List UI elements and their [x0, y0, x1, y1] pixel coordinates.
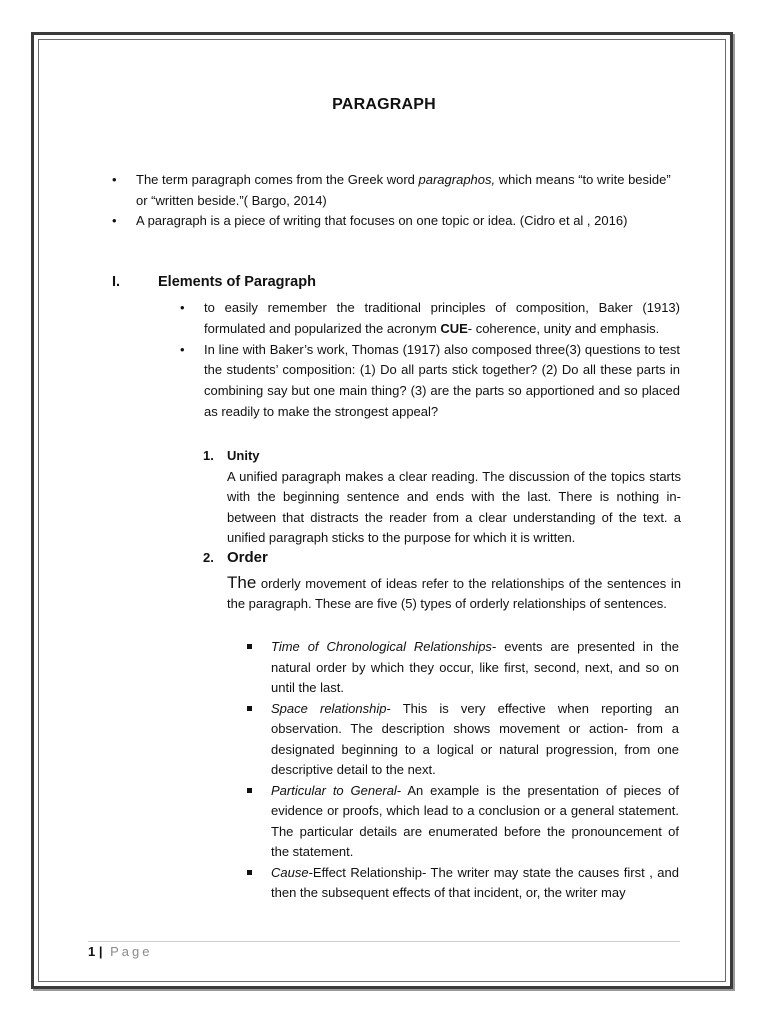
footer-separator: | [98, 944, 103, 959]
intro-bullet-italic: paragraphos, [418, 172, 496, 187]
footer-divider [88, 941, 680, 942]
subsection-body: A unified paragraph makes a clear reading. The discussion of the topics starts with the beginning sentence and ends with the last. There is nothing in-between that distracts the reader from a clear understanding of the text. a unified paragraph sticks to the purpose for which it is written. [227, 468, 681, 545]
page-title: PARAGRAPH [332, 96, 436, 113]
order-type-description: - An example is the presentation of pieces of evidence or proofs, which lead to a conclusion or a general statement. The particular details are enumerated before the pronouncement of the statement. [271, 782, 679, 859]
subsection-body-text: orderly movement of ideas refer to the relationships of the sentences in the paragraph. These are five (5) types of orderly relationships of sentences. [227, 575, 681, 611]
subsection-heading [203, 446, 681, 467]
bullet-icon: • [112, 213, 117, 228]
list-item [247, 863, 679, 904]
subsection-heading [203, 548, 681, 569]
list-item [180, 340, 680, 423]
order-type-name: Particular to General [271, 782, 397, 798]
section-number: I. [112, 274, 121, 290]
bullet-icon: • [180, 300, 185, 315]
square-bullet-icon [247, 788, 252, 793]
list-item [247, 699, 679, 781]
section-title: Elements of Paragraph [158, 274, 316, 290]
subsection-lead-word: The [227, 572, 257, 592]
order-type-name: Cause [271, 864, 309, 880]
list-item [112, 170, 672, 211]
page-label: Page [110, 944, 153, 959]
bullet-icon: • [180, 341, 185, 357]
section-bullet-list [180, 298, 680, 423]
subsection-title: Order [227, 549, 268, 566]
intro-bullet-text: A paragraph is a piece of writing that focuses on one topic or idea. (Cidro et al , 2016) [136, 213, 628, 228]
page-number: 1 [88, 944, 96, 959]
subsection-body [203, 573, 681, 615]
list-item [247, 637, 679, 699]
square-bullet-icon [247, 644, 252, 649]
subsection-number: 2. [203, 550, 214, 565]
square-bullet-icon [247, 870, 252, 875]
subsection-order [203, 548, 681, 615]
section-bullet-text: - coherence, unity and emphasis. [467, 320, 660, 336]
bullet-icon: • [112, 172, 117, 187]
section-bullet-text: In line with Baker’s work, Thomas (1917) also composed three(3) questions to test the students’ composition: (1) Do all parts stick together? (2) Do all these parts in combining say but one main thing? (3) are the parts so apportioned and so placed as readily to make the strongest appeal? [204, 341, 680, 419]
subsection-number: 1. [203, 448, 214, 463]
list-item [112, 211, 672, 232]
square-bullet-icon [247, 706, 252, 711]
order-type-description: -Effect Relationship- The writer may state the causes first , and then the subsequent effects of that incident, or, the writer may [271, 864, 679, 900]
subsection-unity [203, 446, 681, 549]
order-type-description: - This is very effective when reporting an observation. The description shows movement or action- from a designated beginning to a logical or natural progression, from one descriptive detail to the next. [271, 700, 679, 777]
section-bullet-text: to easily remember the traditional principles of composition, Baker (1913) formulated and popularized the acronym [204, 300, 680, 336]
intro-bullet-list [112, 170, 672, 232]
page-footer [88, 944, 153, 959]
acronym-cue: CUE [440, 320, 468, 336]
order-type-name: Time of Chronological Relationships [271, 639, 492, 654]
order-types-list [247, 637, 679, 904]
section-heading [112, 274, 316, 290]
subsection-title: Unity [227, 448, 260, 463]
intro-bullet-text: which means “to write beside” or “written beside.”( Bargo, 2014) [136, 172, 671, 208]
list-item [247, 781, 679, 863]
list-item [180, 298, 680, 340]
order-type-description: - events are presented in the natural order by which they occur, like first, second, next, and so on until the last. [271, 639, 679, 695]
order-type-name: Space relationship [271, 700, 387, 716]
intro-bullet-text: The term paragraph comes from the Greek word [136, 172, 419, 187]
